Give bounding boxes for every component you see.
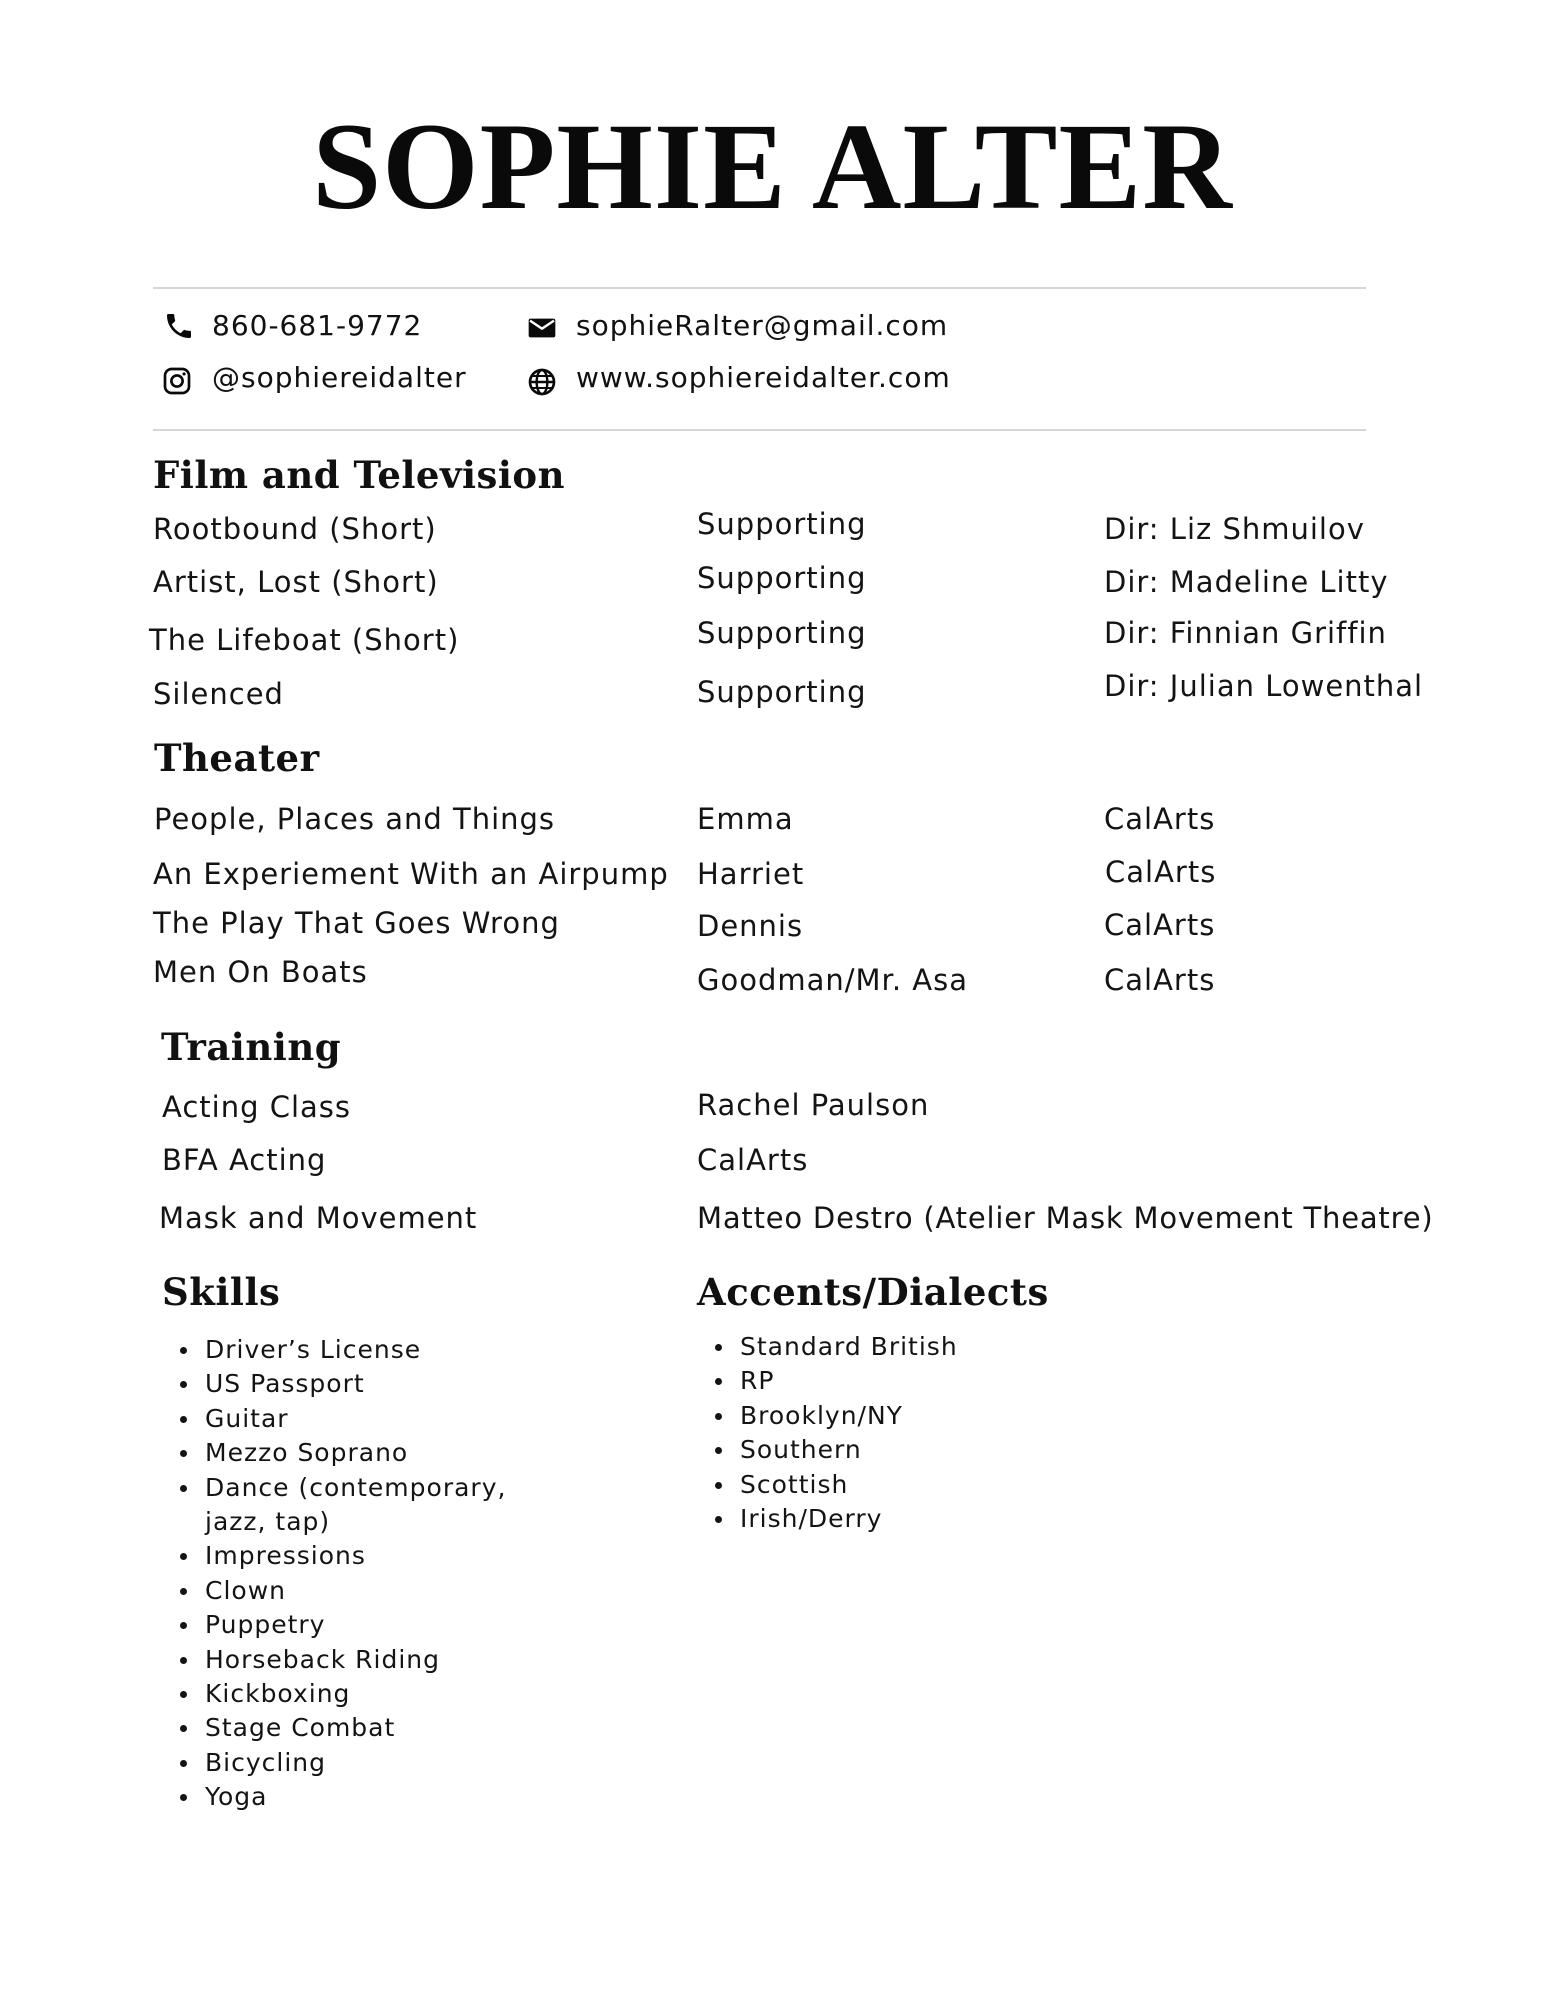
training-course: Mask and Movement (159, 1201, 478, 1235)
training-course: Acting Class (162, 1090, 352, 1124)
accents-list (688, 1330, 958, 1536)
theater-role: Dennis (697, 909, 804, 943)
film-title: The Lifeboat (Short) (149, 623, 460, 657)
film-heading: Film and Television (153, 453, 565, 497)
theater-heading: Theater (154, 736, 320, 780)
list-item: Stage Combat (153, 1711, 506, 1745)
website-url[interactable]: www.sophiereidalter.com (576, 361, 951, 394)
list-item: Standard British (688, 1330, 958, 1364)
list-item: Kickboxing (153, 1677, 506, 1711)
list-item-continuation: jazz, tap) (205, 1507, 331, 1537)
instagram-handle[interactable]: @sophiereidalter (212, 361, 467, 394)
list-item: Brooklyn/NY (688, 1399, 958, 1433)
film-director: Dir: Liz Shmuilov (1104, 512, 1365, 546)
list-item: US Passport (153, 1367, 506, 1401)
training-teacher: Rachel Paulson (697, 1088, 930, 1122)
list-item: RP (688, 1364, 958, 1398)
list-item: Puppetry (153, 1608, 506, 1642)
film-title: Silenced (153, 677, 284, 711)
page-title: SOPHIE ALTER (312, 98, 1233, 235)
theater-venue: CalArts (1105, 855, 1217, 889)
list-item: Mezzo Soprano (153, 1436, 506, 1470)
list-item: Horseback Riding (153, 1643, 506, 1677)
film-director: Dir: Julian Lowenthal (1104, 669, 1424, 703)
divider-contact (153, 429, 1366, 431)
film-director: Dir: Finnian Griffin (1104, 616, 1387, 650)
theater-title: The Play That Goes Wrong (153, 906, 560, 940)
training-heading: Training (161, 1025, 342, 1069)
theater-role: Harriet (697, 857, 805, 891)
list-item: Guitar (153, 1402, 506, 1436)
list-item: Impressions (153, 1539, 506, 1573)
phone-icon (163, 310, 195, 342)
phone-number[interactable]: 860-681-9772 (212, 309, 423, 342)
list-item: Clown (153, 1574, 506, 1608)
skills-list (153, 1333, 506, 1815)
list-item: Bicycling (153, 1746, 506, 1780)
list-item: Irish/Derry (688, 1502, 958, 1536)
training-teacher: CalArts (697, 1143, 809, 1177)
email-address[interactable]: sophieRalter@gmail.com (576, 309, 949, 342)
film-role: Supporting (697, 507, 867, 541)
theater-role: Emma (697, 802, 794, 836)
skills-heading: Skills (162, 1270, 281, 1314)
list-item: Driver’s License (153, 1333, 506, 1367)
list-item: Southern (688, 1433, 958, 1467)
theater-venue: CalArts (1104, 908, 1216, 942)
list-item: Yoga (153, 1780, 506, 1814)
theater-title: People, Places and Things (154, 802, 556, 836)
film-title: Rootbound (Short) (153, 512, 437, 546)
film-director: Dir: Madeline Litty (1104, 565, 1389, 599)
film-title: Artist, Lost (Short) (153, 565, 439, 599)
film-role: Supporting (697, 616, 867, 650)
email-icon (526, 312, 558, 344)
list-item: Scottish (688, 1468, 958, 1502)
theater-title: An Experiement With an Airpump (153, 857, 669, 891)
theater-venue: CalArts (1104, 802, 1216, 836)
theater-role: Goodman/Mr. Asa (697, 963, 968, 997)
instagram-icon (161, 365, 193, 397)
accents-heading: Accents/Dialects (697, 1270, 1049, 1314)
training-teacher: Matteo Destro (Atelier Mask Movement Theatre) (697, 1201, 1434, 1235)
training-course: BFA Acting (162, 1143, 327, 1177)
theater-title: Men On Boats (153, 955, 368, 989)
divider-top (153, 287, 1366, 289)
list-item: Dance (contemporary, (153, 1471, 506, 1505)
globe-icon (526, 366, 558, 398)
theater-venue: CalArts (1104, 963, 1216, 997)
film-role: Supporting (697, 675, 867, 709)
film-role: Supporting (697, 561, 867, 595)
